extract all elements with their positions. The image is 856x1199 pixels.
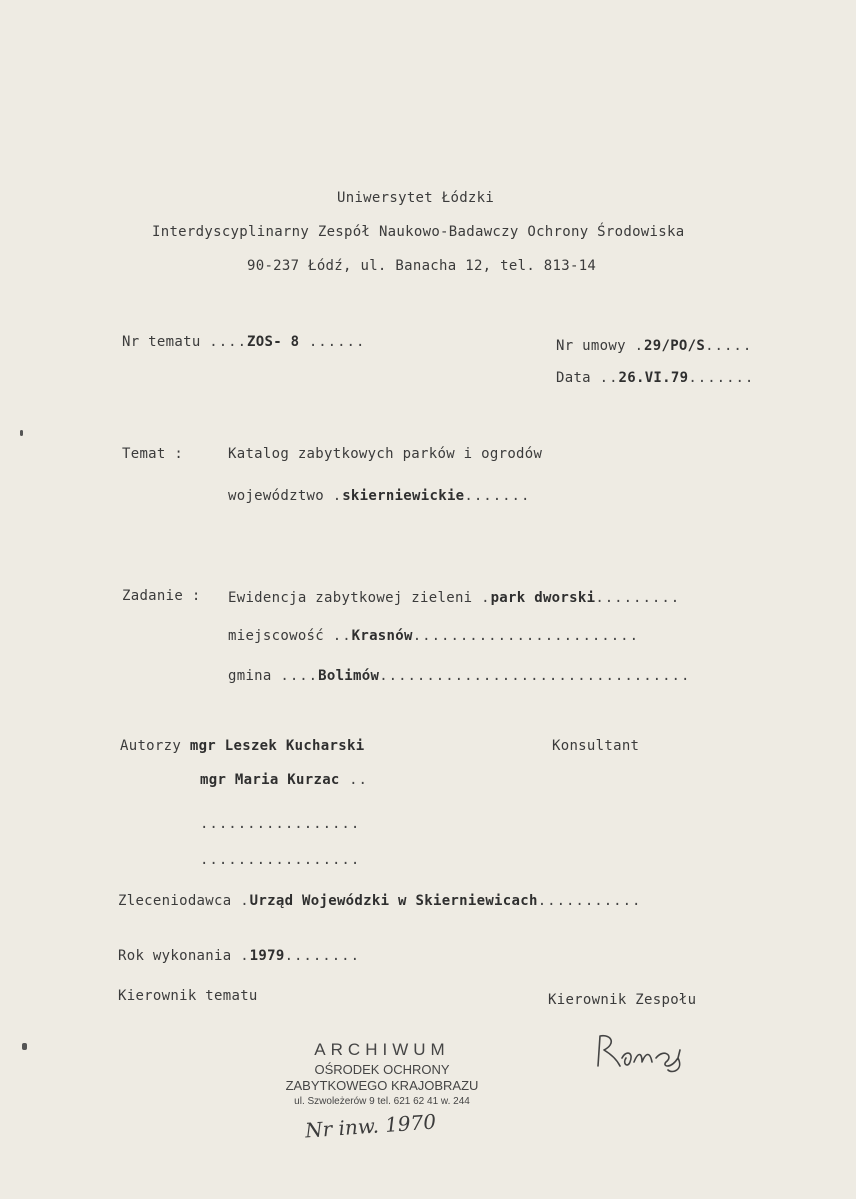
nr-tematu-row: Nr tematu ....ZOS- 8 ...... [122,334,366,350]
temat-label: Temat : [122,446,184,462]
miejscowosc-label: miejscowość [228,628,325,644]
signature-image [590,1030,700,1075]
gmina-label: gmina [228,668,272,684]
autorzy-row [120,738,364,754]
nr-umowy-label: Nr umowy [556,338,626,354]
rok-row: Rok wykonania .1979........ [118,948,361,964]
miejscowosc-row: miejscowość ..Krasnów........................ [228,628,640,644]
gmina-value: Bolimów [318,668,380,684]
stamp-line-3: ZABYTKOWEGO KRAJOBRAZU [285,1078,479,1093]
stamp-line-4: ul. Szwoleżerów 9 tel. 621 62 41 w. 244 [294,1096,470,1107]
zleceniodawca-row: Zleceniodawca .Urząd Wojewódzki w Skierniewicach........... [118,893,642,909]
stamp-line-2: OŚRODEK OCHRONY [314,1062,450,1077]
nr-umowy-row: Nr umowy .29/PO/S..... [556,338,753,354]
header-university: Uniwersytet Łódzki [337,190,495,206]
zadanie-label: Zadanie : [122,588,201,604]
author-1: mgr Leszek Kucharski [189,738,365,754]
author-4-blank: ................. [200,852,361,868]
gmina-row: gmina ....Bolimów................................. [228,668,691,684]
inventory-number: Nr inw. 1970 [304,1109,437,1143]
header-team: Interdyscyplinarny Zespół Naukowo-Badawczy Ochrony Środowiska [152,224,685,240]
nr-tematu-value: ZOS- 8 [247,334,300,350]
temat-text: Katalog zabytkowych parków i ogrodów [228,446,543,462]
zleceniodawca-label: Zleceniodawca [118,893,232,909]
zadanie-text: Ewidencja zabytkowej zieleni [228,590,473,606]
scan-mark [20,430,23,436]
zadanie-row: Ewidencja zabytkowej zieleni .park dworski......... [228,590,681,606]
konsultant-label: Konsultant [552,738,640,754]
scan-mark [22,1043,27,1050]
author-2: mgr Maria Kurzac [200,772,340,788]
author-3-blank: ................. [200,816,361,832]
data-label: Data [556,370,591,386]
nr-tematu-label: Nr tematu [122,334,201,350]
zleceniodawca-value: Urząd Wojewódzki w Skierniewicach [249,893,538,909]
wojewodztwo-value: skierniewickie [342,488,465,504]
zadanie-value: park dworski [490,590,596,606]
data-row: Data ..26.VI.79....... [556,370,755,386]
kierownik-tematu-label: Kierownik tematu [118,988,258,1004]
kierownik-zespolu-label: Kierownik Zespołu [548,992,697,1008]
author-2-row: mgr Maria Kurzac .. [200,772,368,788]
rok-value: 1979 [249,948,285,964]
nr-umowy-value: 29/PO/S [644,338,706,354]
header-address: 90-237 Łódź, ul. Banacha 12, tel. 813-14 [247,258,597,274]
autorzy-label: Autorzy [120,738,182,754]
wojewodztwo-row: województwo .skierniewickie....... [228,488,531,504]
wojewodztwo-label: województwo [228,488,325,504]
rok-label: Rok wykonania [118,948,232,964]
stamp-line-1: ARCHIWUM [314,1040,450,1059]
data-value: 26.VI.79 [618,370,689,386]
miejscowosc-value: Krasnów [351,628,413,644]
